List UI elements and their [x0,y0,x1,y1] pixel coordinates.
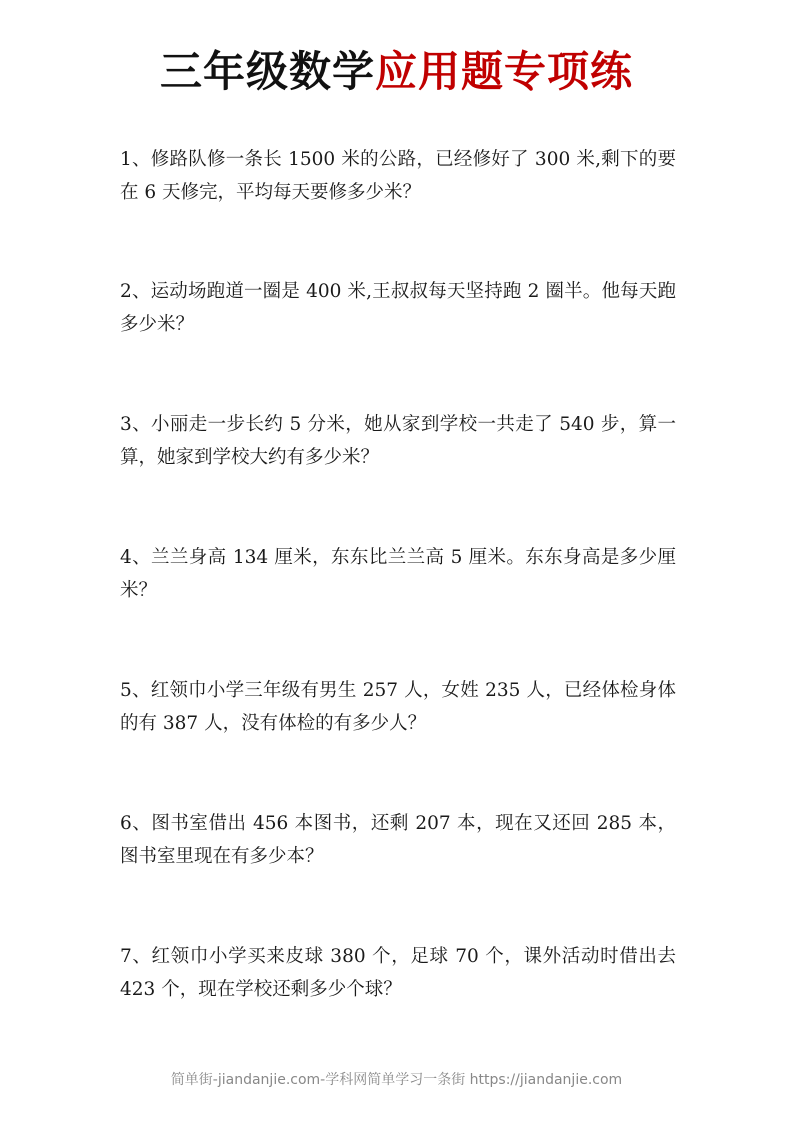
problem-1: 1、修路队修一条长 1500 米的公路，已经修好了 300 米,剩下的要在 6 天修完，平均每天要修多少米？ [120,149,676,203]
problem-4: 4、兰兰身高 134 厘米，东东比兰兰高 5 厘米。东东身高是多少厘米？ [120,547,676,601]
problem-3: 3、小丽走一步长约 5 分米，她从家到学校一共走了 540 步，算一算，她家到学校大约有多少米？ [120,414,676,468]
page-footer: 简单街-jiandanjie.com-学科网简单学习一条街 https://jiandanjie.com [170,1072,623,1088]
problem-7: 7、红领巾小学买来皮球 380 个，足球 70 个，课外活动时借出去 423 个，现在学校还剩多少个球？ [120,946,676,1000]
title-part-black: 三年级数学 [159,47,375,96]
problem-5: 5、红领巾小学三年级有男生 257 人，女姓 235 人，已经体检身体的有 387 人，没有体检的有多少人？ [120,680,676,734]
problem-6: 6、图书室借出 456 本图书，还剩 207 本，现在又还回 285 本，图书室里现在有多少本？ [120,813,676,867]
page-title [0,44,793,100]
problem-2: 2、运动场跑道一圈是 400 米,王叔叔每天坚持跑 2 圈半。他每天跑多少米？ [120,281,676,335]
title-part-red: 应用题专项练 [375,47,634,96]
